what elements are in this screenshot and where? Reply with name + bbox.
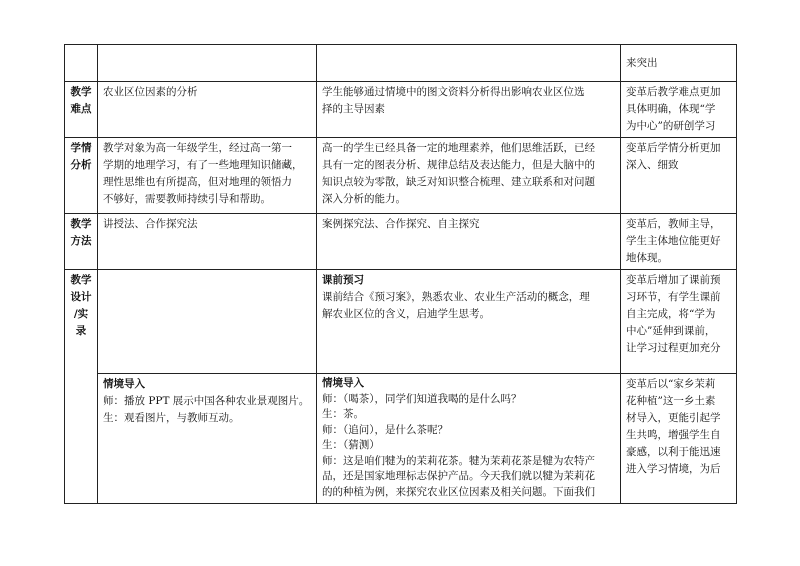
change-cell: 变革后学情分析更加 深入、细致 — [621, 138, 737, 214]
change-cell — [621, 45, 737, 82]
row-header-difficulty: 教学 难点 — [65, 82, 98, 138]
change-text-line: 来突出 — [626, 57, 658, 69]
preview-heading: 课前预习 — [322, 274, 364, 286]
after-cell: 课前预习 课前结合《预习案》，熟悉农业、农业生产活动的概念，理 解农业区位的含义，启迪学生思考。 — [317, 270, 621, 374]
row-header-learner: 学情 分析 — [65, 138, 98, 214]
change-cell: 变革后，教师主导， 学生主体地位能更好 地体现。 — [621, 214, 737, 270]
table-row-teaching-method — [65, 214, 737, 270]
table-row-continuation — [65, 45, 737, 82]
row-header-method: 教学 方法 — [65, 214, 98, 270]
after-cell: 学生能够通过情境中的图文资料分析得出影响农业区位选 择的主导因素 — [317, 82, 621, 138]
table-row-learner-analysis — [65, 138, 737, 214]
after-cell: 案例探究法、合作探究、自主探究 — [317, 214, 621, 270]
before-cell-empty — [98, 270, 317, 374]
before-cell: 讲授法、合作探究法 — [98, 214, 317, 270]
before-cell: 教学对象为高一年级学生，经过高一第一 学期的地理学习，有了一些地理知识储藏， 理性思维也有所提高，但对地理的领悟力 不够好，需要教师持续引导和帮助。 — [98, 138, 317, 214]
change-cell: 变革后增加了课前预 习环节，有学生课前 自主完成，将“学为 中心”延伸到课前， 让学习过程更加充分 — [621, 270, 737, 374]
intro-heading-before: 情境导入 — [103, 378, 145, 390]
change-cell: 变革后以“家乡茉莉 花种植”这一乡土素 材导入，更能引起学 生共鸣，增强学生自 豪感，以利于能迅速 进入学习情境，为后 — [621, 374, 737, 504]
after-cell: 情境导入 师：（喝茶），同学们知道我喝的是什么吗？ 生：茶。 师：（追问），是什么茶呢？ 生：（猜测） 师：这是咱们犍为的茉莉花茶。犍为茉莉花茶是犍为农特产 品，还是国家地理标志保护产品。今天我们就以犍为茉莉花 的的种植为例，来探究农业区位因素及相关问题。下面我们 — [317, 374, 621, 504]
before-cell: 情境导入 师：播放 PPT 展示中国各种农业景观图片。 生：观看图片，与教师互动。 — [98, 374, 317, 504]
before-cell: 农业区位因素的分析 — [98, 82, 317, 138]
after-cell: 高一的学生已经具备一定的地理素养，他们思维活跃，已经 具有一定的图表分析、规律总结及表达能力，但是大脑中的 知识点较为零散，缺乏对知识整合梳理、建立联系和对问题 深入分析的能力。 — [317, 138, 621, 214]
intro-heading-after: 情境导入 — [322, 377, 364, 389]
lesson-comparison-table — [64, 44, 737, 504]
table-row-design-intro — [65, 374, 737, 504]
row-header-design: 教学 设计 /实 录 — [65, 270, 98, 504]
before-cell-empty — [98, 45, 317, 82]
table-row-teaching-difficulty — [65, 82, 737, 138]
table-row-design-preview — [65, 270, 737, 374]
change-cell: 变革后教学难点更加 具体明确，体现“学 为中心”的研创学习 — [621, 82, 737, 138]
after-cell-empty — [317, 45, 621, 82]
head-cell-empty — [65, 45, 98, 82]
